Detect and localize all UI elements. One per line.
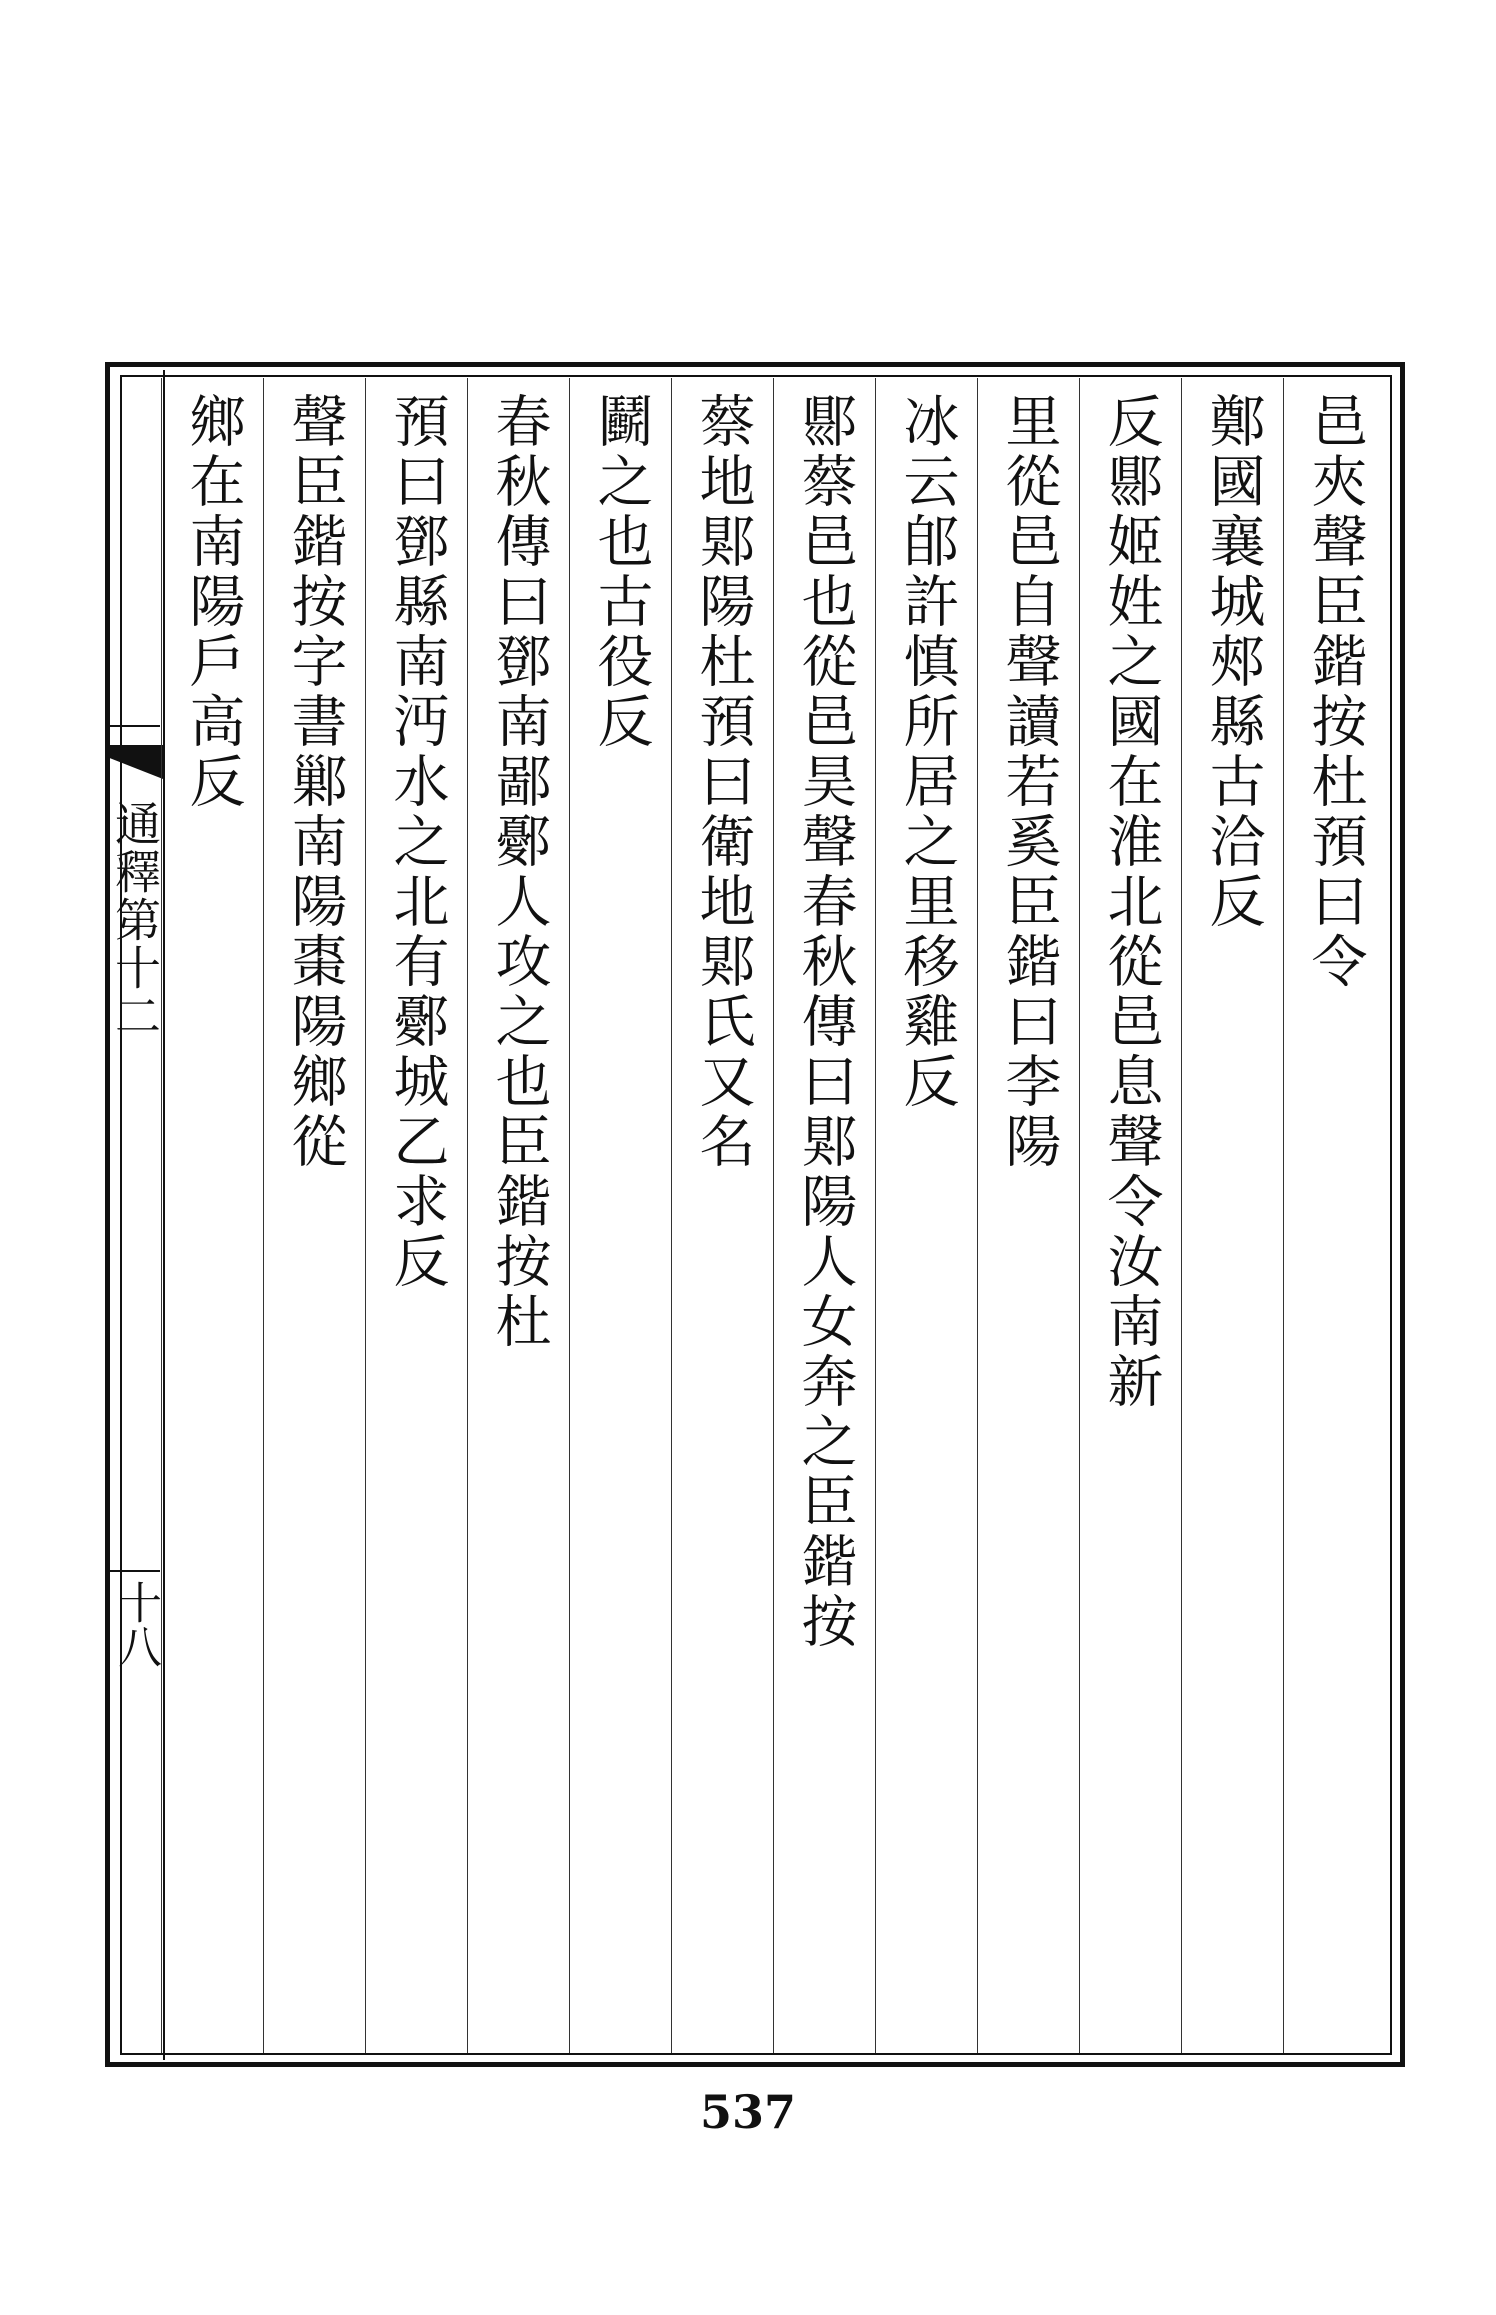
margin-rule-bottom bbox=[110, 1570, 160, 1572]
margin-rule-top bbox=[110, 725, 160, 727]
text-column-1 bbox=[1283, 378, 1385, 2053]
text-columns bbox=[160, 378, 1385, 2053]
text-column-9 bbox=[467, 378, 569, 2053]
column-text: 鄭國襄城郟縣古洽反 bbox=[1200, 392, 1266, 932]
text-column-10 bbox=[365, 378, 467, 2053]
column-text: 邑夾聲臣鍇按杜預曰令 bbox=[1302, 392, 1368, 992]
column-text: 鬬之也古役反 bbox=[588, 392, 654, 752]
column-text: 春秋傳曰鄧南鄙鄾人攻之也臣鍇按杜 bbox=[486, 392, 552, 1352]
text-column-5 bbox=[875, 378, 977, 2053]
text-column-2 bbox=[1181, 378, 1283, 2053]
text-column-7 bbox=[671, 378, 773, 2053]
margin-book-title: 通釋第十二 bbox=[108, 800, 162, 1040]
column-text: 鄉在南陽戶高反 bbox=[180, 392, 246, 812]
fishtail-wedge bbox=[107, 757, 163, 779]
text-column-8 bbox=[569, 378, 671, 2053]
page-number: 537 bbox=[699, 2085, 797, 2139]
fold-margin bbox=[105, 370, 165, 2060]
column-text: 預曰鄧縣南沔水之北有鄾城乙求反 bbox=[384, 392, 450, 1292]
margin-leaf-number: 十八 bbox=[110, 1580, 161, 1668]
text-column-12 bbox=[161, 378, 263, 2053]
text-column-4 bbox=[977, 378, 1079, 2053]
column-text: 蔡地郹陽杜預曰衛地郹氏又名 bbox=[690, 392, 756, 1172]
text-column-6 bbox=[773, 378, 875, 2053]
column-text: 郻蔡邑也從邑昊聲春秋傳曰郹陽人女奔之臣鍇按 bbox=[792, 392, 858, 1652]
column-text: 反郻姬姓之國在淮北從邑息聲令汝南新 bbox=[1098, 392, 1164, 1412]
text-column-3 bbox=[1079, 378, 1181, 2053]
column-text: 冰云郋許慎所居之里移雞反 bbox=[894, 392, 960, 1112]
text-column-11 bbox=[263, 378, 365, 2053]
column-text: 里從邑自聲讀若奚臣鍇曰李陽 bbox=[996, 392, 1062, 1172]
fishtail-mark bbox=[107, 745, 163, 757]
column-text: 聲臣鍇按字書鄛南陽棗陽鄉從 bbox=[282, 392, 348, 1172]
